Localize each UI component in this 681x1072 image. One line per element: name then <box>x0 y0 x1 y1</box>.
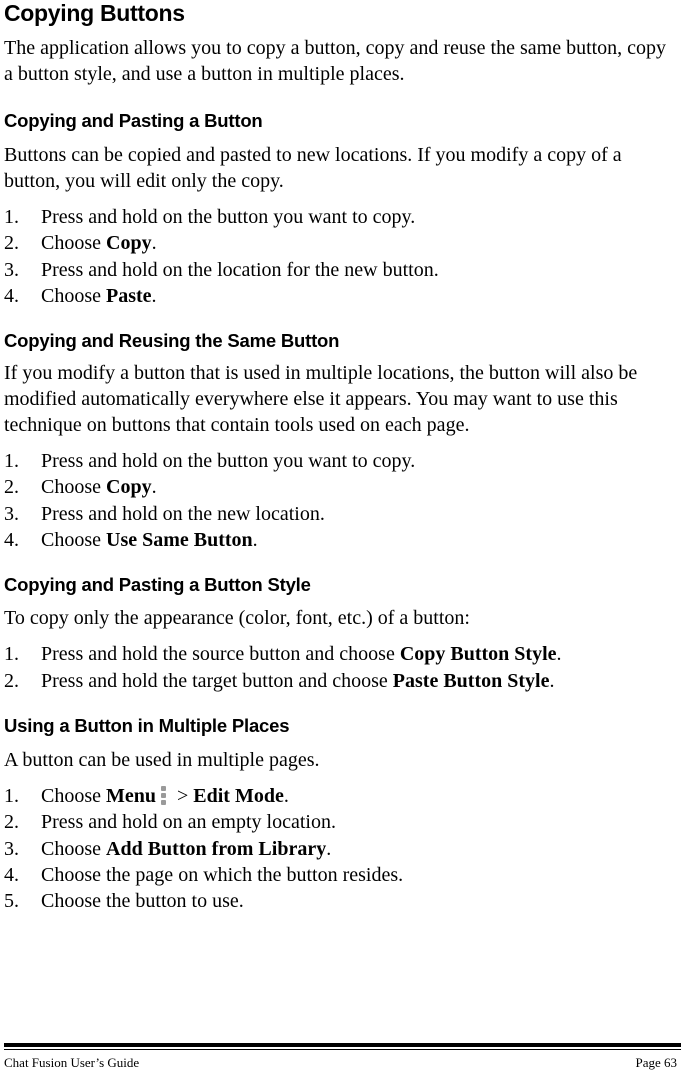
list-item: 4. Choose Use Same Button. <box>4 529 258 552</box>
steps-style <box>4 641 676 694</box>
footer-divider-thin <box>4 1049 681 1050</box>
document-page <box>4 0 676 914</box>
footer-guide-title: Chat Fusion User’s Guide <box>4 1055 140 1070</box>
intro-paragraph: The application allows you to copy a button, copy and reuse the same button, copy a button style, and use a button in multiple places. <box>4 37 667 85</box>
footer-divider-thick <box>4 1043 681 1047</box>
section-text-copy-paste: Buttons can be copied and pasted to new locations. If you modify a copy of a button, you will edit only the copy. <box>4 144 622 192</box>
section-heading-multiple: Using a Button in Multiple Places <box>4 714 290 736</box>
section-heading-copy-paste: Copying and Pasting a Button <box>4 110 263 131</box>
list-item: 1. Press and hold on the button you want to copy. <box>4 450 416 473</box>
list-item: 2. Press and hold on an empty location. <box>4 811 336 834</box>
list-item: 2. Choose Copy. <box>4 476 157 499</box>
steps-reuse <box>4 448 676 553</box>
section-text-reuse: If you modify a button that is used in multiple locations, the button will also be modified automatically everywhere else it appears. You may want to use this technique on buttons that contain tools used on each page. <box>4 362 638 437</box>
section-text-multiple: A button can be used in multiple pages. <box>4 748 320 771</box>
list-item: 4. Choose the page on which the button resides. <box>4 863 404 886</box>
list-item: 2. Choose Copy. <box>4 232 157 255</box>
list-item: 3. Press and hold on the location for the new button. <box>4 258 439 281</box>
list-item: 1. Choose Menu > Edit Mode. <box>4 784 289 807</box>
list-item: 3. Press and hold on the new location. <box>4 502 325 525</box>
list-item: 5. Choose the button to use. <box>4 890 244 913</box>
list-item: 3. Choose Add Button from Library. <box>4 837 332 860</box>
menu-icon <box>159 785 168 805</box>
steps-copy-paste <box>4 204 676 309</box>
section-heading-reuse: Copying and Reusing the Same Button <box>4 330 340 352</box>
list-item: 2. Press and hold the target button and choose Paste Button Style. <box>4 669 555 692</box>
list-item: 1. Press and hold on the button you want to copy. <box>4 206 416 228</box>
steps-multiple <box>4 783 676 914</box>
footer-page-number: Page 63 <box>635 1055 677 1070</box>
section-text-style: To copy only the appearance (color, font, etc.) of a button: <box>4 607 470 630</box>
page-title: Copying Buttons <box>4 0 185 26</box>
list-item: 4. Choose Paste. <box>4 284 157 307</box>
list-item: 1. Press and hold the source button and choose Copy Button Style. <box>4 643 562 666</box>
section-heading-style: Copying and Pasting a Button Style <box>4 574 311 596</box>
